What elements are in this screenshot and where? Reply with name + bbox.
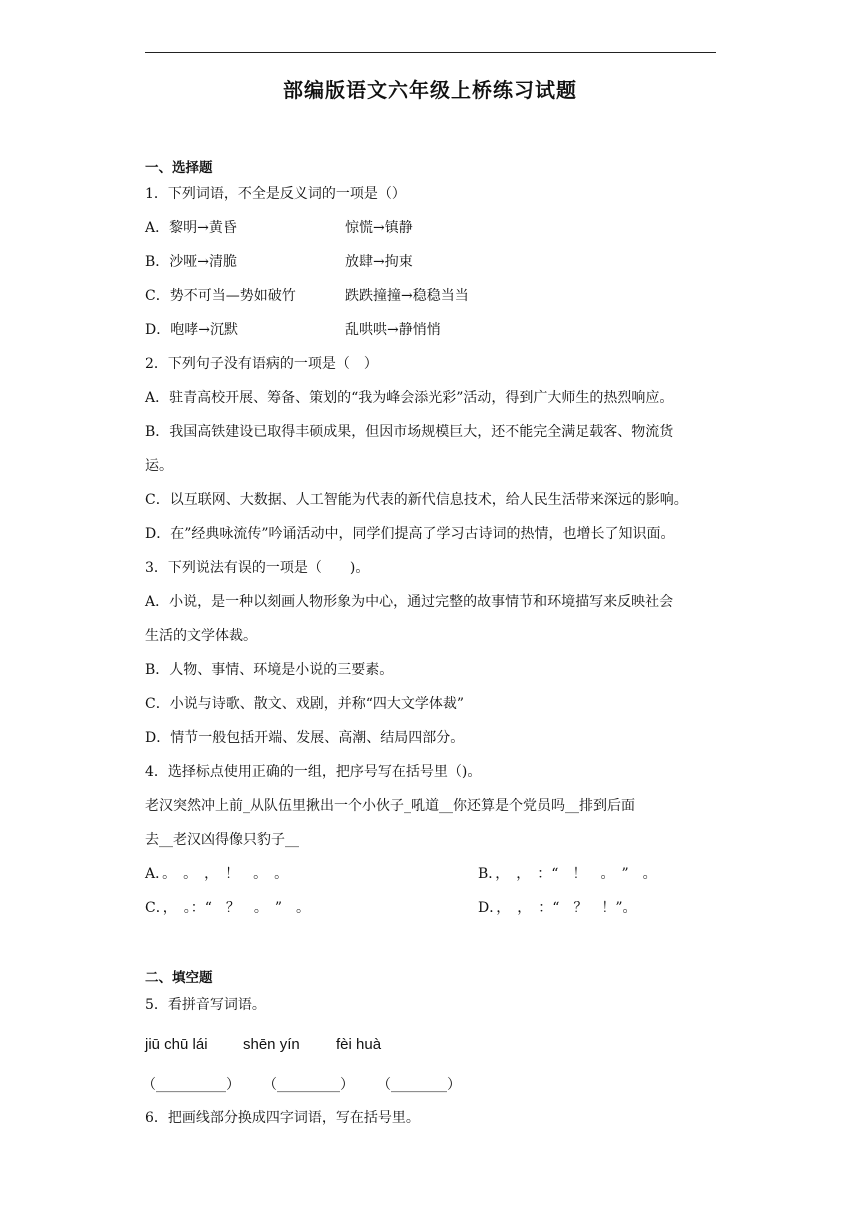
question-2-option-b-line2: 运。 (145, 458, 173, 474)
question-5-stem: 5．看拼音写词语。 (145, 997, 266, 1013)
question-3-option-c: C．小说与诗歌、散文、戏剧，并称“四大文学体裁” (145, 696, 465, 712)
question-3-option-a-line2: 生活的文学体裁。 (145, 628, 257, 644)
question-4-options-row2 (145, 898, 725, 918)
section-heading-fill: 二、填空题 (145, 970, 213, 986)
pinyin-3: fèi huà (336, 1036, 382, 1053)
section-heading-choice: 一、选择题 (145, 160, 213, 176)
option-b: B．， ， ：“ ！ 。 ” 。 (478, 866, 657, 882)
question-2-option-c: C．以互联网、大数据、人工智能为代表的新代信息技术，给人民生活带来深远的影响。 (145, 492, 688, 508)
question-1-option-a (145, 218, 725, 238)
question-1-option-d (145, 320, 725, 340)
question-3-option-d: D．情节一般包括开端、发展、高潮、结局四部分。 (145, 730, 465, 746)
question-3-option-a-line1: A．小说，是一种以刻画人物形象为中心，通过完整的故事情节和环境描写来反映社会 (145, 594, 674, 610)
header-rule (145, 52, 716, 53)
option-c: C．， 。：“ ？ 。 ” 。 (145, 900, 311, 916)
question-1-stem: 1．下列词语，不全是反义词的一项是（） (145, 186, 406, 202)
question-4-passage-line1: 老汉突然冲上前_从队伍里揪出一个小伙子_吼道__你还算是个党员吗__排到后面 (145, 798, 635, 814)
option-right: 放肆→拘束 (345, 254, 413, 270)
question-2-stem: 2．下列句子没有语病的一项是（ ） (145, 356, 378, 372)
option-left: A．黎明→黄昏 (145, 220, 237, 236)
option-d: D．， ， ：“ ？ ！”。 (478, 900, 637, 916)
question-3-stem: 3．下列说法有误的一项是（ )。 (145, 560, 370, 576)
pinyin-2: shēn yín (243, 1036, 300, 1053)
option-left: B．沙哑→清脆 (145, 254, 238, 270)
answer-blank-3[interactable]: （________） (377, 1077, 461, 1093)
question-6-stem: 6．把画线部分换成四字词语，写在括号里。 (145, 1110, 420, 1126)
question-4-options-row1 (145, 864, 725, 884)
answer-blank-2[interactable]: （_________） (263, 1077, 354, 1093)
question-1-option-c (145, 286, 725, 306)
option-right: 跌跌撞撞→稳稳当当 (345, 288, 469, 304)
answer-blank-1[interactable]: （__________） (142, 1077, 240, 1093)
option-left: C．势不可当—势如破竹 (145, 288, 296, 304)
question-3-option-b: B．人物、事情、环境是小说的三要素。 (145, 662, 394, 678)
question-2-option-b-line1: B．我国高铁建设已取得丰硕成果，但因市场规模巨大，还不能完全满足载客、物流货 (145, 424, 674, 440)
question-2-option-d: D．在”经典咏流传”吟诵活动中，同学们提高了学习古诗词的热情，也增长了知识面。 (145, 526, 675, 542)
option-left: D．咆哮→沉默 (145, 322, 238, 338)
question-4-passage-line2: 去__老汉凶得像只豹子__ (145, 832, 299, 848)
page-title: 部编版语文六年级上桥练习试题 (283, 78, 577, 102)
question-1-option-b (145, 252, 725, 272)
question-2-option-a: A．驻青高校开展、筹备、策划的“我为峰会添光彩”活动，得到广大师生的热烈响应。 (145, 390, 674, 406)
option-right: 惊慌→镇静 (345, 220, 413, 236)
option-a: A．。 。 ， ！ 。 。 (145, 866, 289, 882)
option-right: 乱哄哄→静悄悄 (345, 322, 441, 338)
pinyin-1: jiū chū lái (145, 1036, 208, 1053)
question-4-stem: 4．选择标点使用正确的一组，把序号写在括号里（)。 (145, 764, 482, 780)
